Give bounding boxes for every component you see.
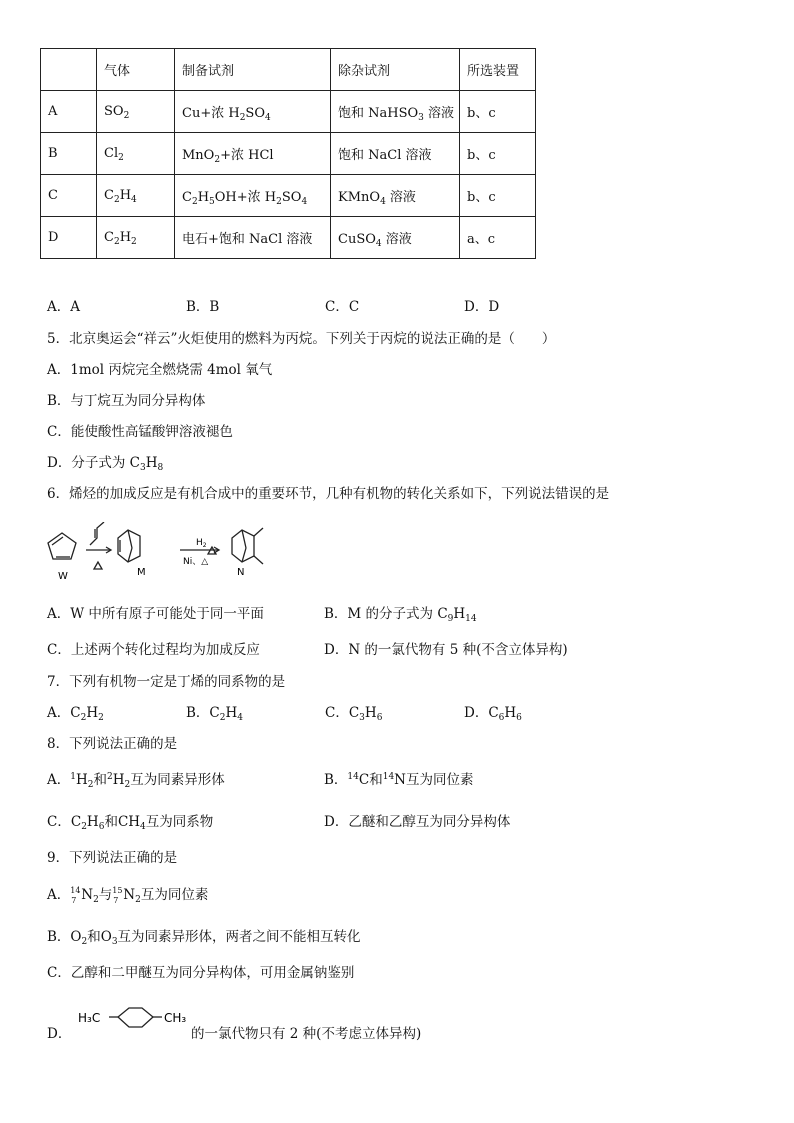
q8-option-d[interactable]: D．乙醚和乙醇互为同分异构体 — [324, 814, 511, 830]
device-cell: b、c — [460, 133, 536, 175]
q9-option-d-label[interactable]: D． — [47, 1026, 72, 1042]
table-row — [41, 91, 536, 133]
q6-option-b[interactable]: B．M 的分子式为 $C_9H_{14}$ — [324, 606, 477, 624]
q8-option-b[interactable]: B．$^{14}$C和$^{14}$N互为同位素 — [324, 772, 474, 788]
ni-label: Ni、△ — [183, 557, 209, 567]
gas-cell: $SO_2$ — [97, 91, 175, 133]
q4-option-b[interactable]: B．B — [186, 299, 220, 315]
q5-option-c[interactable]: C．能使酸性高锰酸钾溶液褪色 — [47, 424, 233, 440]
q9-option-d-text: 的一氯代物只有 2 种(不考虑立体异构) — [191, 1026, 422, 1042]
table-row — [41, 175, 536, 217]
q9-option-b[interactable]: B．$O_2$和$O_3$互为同素异形体，两者之间不能相互转化 — [47, 929, 361, 947]
q8-option-a[interactable]: A．$^1H_2$和$^2H_2$互为同素异形体 — [47, 772, 225, 790]
header-cell: 除杂试剂 — [331, 49, 460, 91]
q5-option-d[interactable]: D．分子式为 $C_3H_8$ — [47, 455, 164, 473]
w-ring — [48, 533, 76, 559]
q4-option-a[interactable]: A．A — [47, 299, 80, 315]
table-row — [41, 133, 536, 175]
w-label: W — [58, 571, 68, 582]
prep-cell: Cu+浓 $H_2SO_4$ — [175, 91, 331, 133]
table-row — [41, 217, 536, 259]
row-label: B — [41, 133, 97, 175]
gas-cell: $C_2H_2$ — [97, 217, 175, 259]
table-header-row — [41, 49, 536, 91]
gas-cell: $C_2H_4$ — [97, 175, 175, 217]
q9-option-c[interactable]: C．乙醇和二甲醚互为同分异构体，可用金属钠鉴别 — [47, 965, 355, 981]
header-cell: 所选装置 — [460, 49, 536, 91]
row-label: D — [41, 217, 97, 259]
q6-option-d[interactable]: D．N 的一氯代物有 5 种(不含立体异构) — [324, 642, 568, 658]
q5-option-b[interactable]: B．与丁烷互为同分异构体 — [47, 393, 206, 409]
q5-stem: 5．北京奥运会“祥云”火炬使用的燃料为丙烷。下列关于丙烷的说法正确的是（ ） — [47, 331, 556, 347]
q4-option-d[interactable]: D．D — [464, 299, 500, 315]
q7-option-d[interactable]: D．$C_6H_6$ — [464, 705, 522, 723]
header-cell: 气体 — [97, 49, 175, 91]
q8-option-c[interactable]: C．$C_2H_6$和$CH_4$互为同系物 — [47, 814, 214, 832]
m-label: M — [137, 567, 146, 578]
purify-cell: CuSO$_4$ 溶液 — [331, 217, 460, 259]
dimethylcyclohexane-structure — [76, 1003, 196, 1043]
q6-option-a[interactable]: A．W 中所有原子可能处于同一平面 — [47, 606, 264, 622]
right-methyl-label: CH₃ — [164, 1011, 187, 1025]
q7-option-a[interactable]: A．$C_2H_2$ — [47, 705, 104, 723]
q6-stem: 6．烯烃的加成反应是有机合成中的重要环节，几种有机物的转化关系如下，下列说法错误的是 — [47, 486, 610, 502]
h2-label: $H_2$ — [196, 538, 207, 549]
prep-cell: $C_2H_5OH+$浓 $H_2SO_4$ — [175, 175, 331, 217]
q9-option-a[interactable]: A． 14 7 $N_2$与 15 7 $N_2$互为同位素 — [47, 886, 209, 905]
q7-stem: 7．下列有机物一定是丁烯的同系物的是 — [47, 674, 286, 690]
purify-cell: 饱和 NaHSO$_3$ 溶液 — [331, 91, 460, 133]
purify-cell: KMnO$_4$ 溶液 — [331, 175, 460, 217]
header-cell: 制备试剂 — [175, 49, 331, 91]
row-label: C — [41, 175, 97, 217]
row-label: A — [41, 91, 97, 133]
q6-reaction-scheme — [40, 522, 280, 584]
header-cell — [41, 49, 97, 91]
delta-symbol — [94, 562, 102, 569]
gas-cell: $Cl_2$ — [97, 133, 175, 175]
q4-option-c[interactable]: C．C — [325, 299, 360, 315]
device-cell: b、c — [460, 91, 536, 133]
device-cell: b、c — [460, 175, 536, 217]
reagent-table — [40, 48, 536, 259]
device-cell: a、c — [460, 217, 536, 259]
n-label: N — [237, 567, 245, 578]
left-methyl-label: H₃C — [78, 1011, 101, 1025]
q9-stem: 9．下列说法正确的是 — [47, 850, 178, 866]
q6-option-c[interactable]: C．上述两个转化过程均为加成反应 — [47, 642, 260, 658]
q7-option-c[interactable]: C．$C_3H_6$ — [325, 705, 383, 723]
q8-stem: 8．下列说法正确的是 — [47, 736, 178, 752]
prep-cell: MnO$_2$+浓 HCl — [175, 133, 331, 175]
prep-cell: 电石+饱和 NaCl 溶液 — [175, 217, 331, 259]
q7-option-b[interactable]: B．$C_2H_4$ — [186, 705, 243, 723]
purify-cell: 饱和 NaCl 溶液 — [331, 133, 460, 175]
q5-option-a[interactable]: A．1mol 丙烷完全燃烧需 4mol 氧气 — [47, 362, 273, 378]
